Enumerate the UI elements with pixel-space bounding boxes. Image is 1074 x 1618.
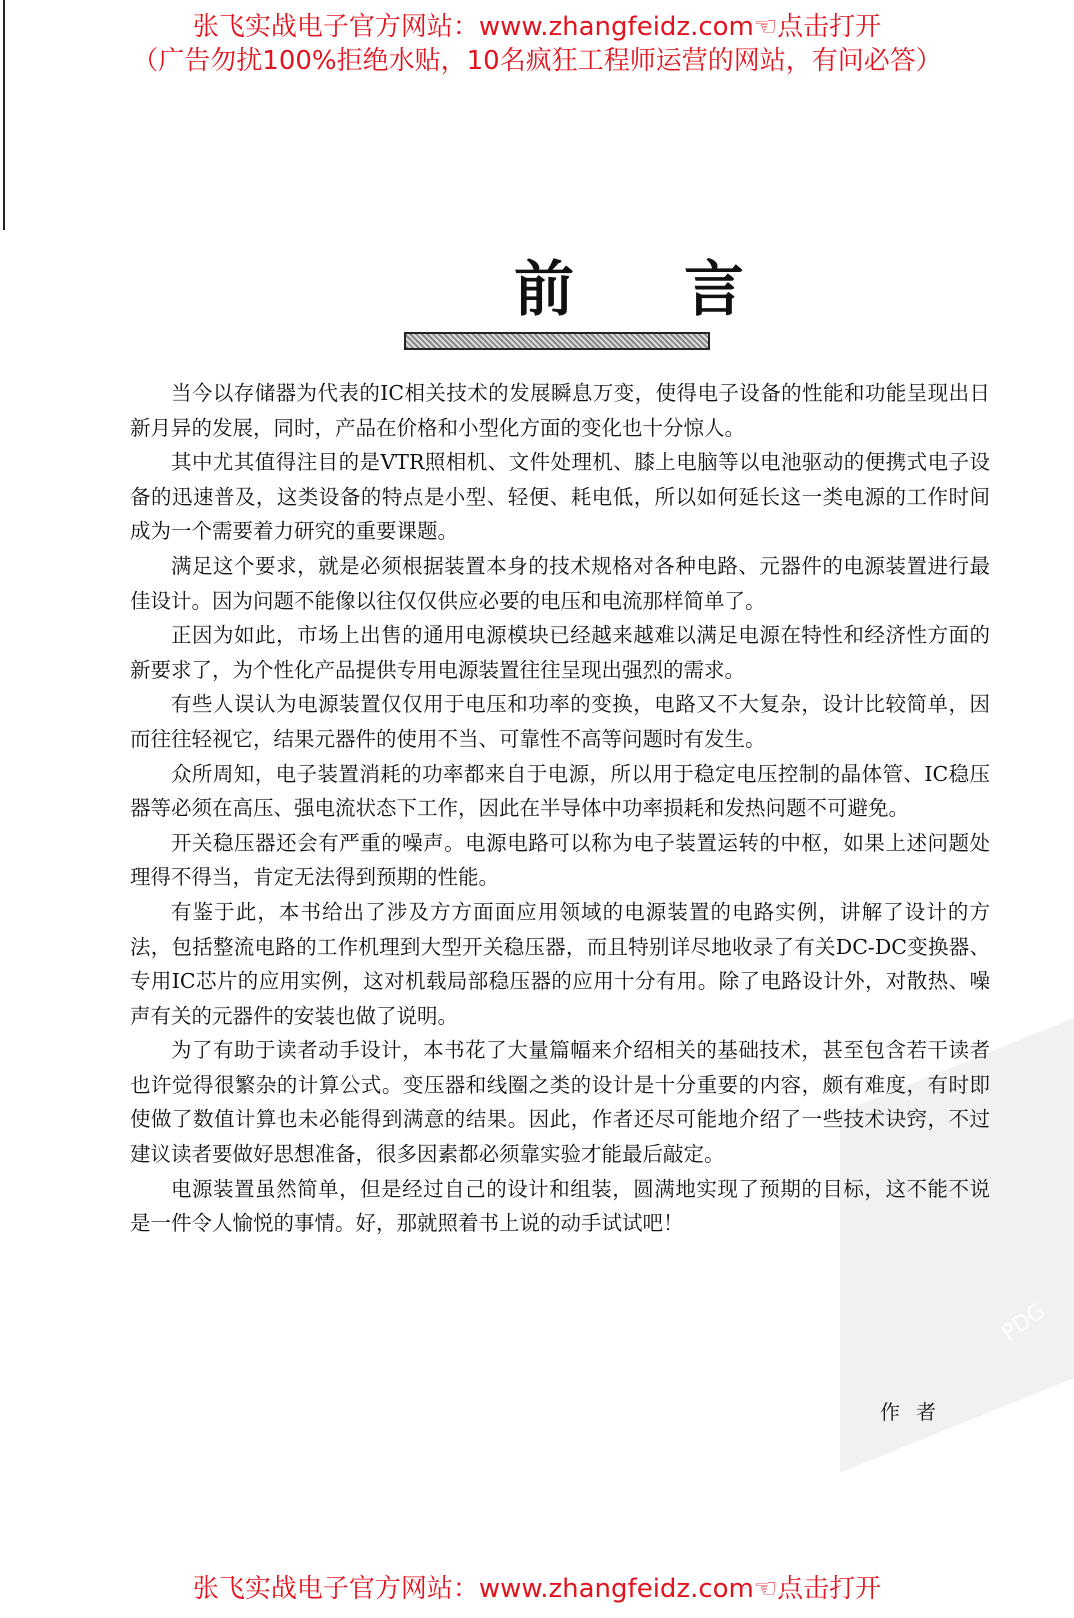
paragraph: 其中尤其值得注目的是VTR照相机、文件处理机、膝上电脑等以电池驱动的便携式电子设备的迅速普及，这类设备的特点是小型、轻便、耗电低，所以如何延长这一类电源的工作时间成为一个需要着力研究的重要课题。 (130, 450, 990, 544)
paragraph: 当今以存储器为代表的IC相关技术的发展瞬息万变，使得电子设备的性能和功能呈现出日新月异的发展，同时，产品在价格和小型化方面的变化也十分惊人。 (130, 381, 990, 440)
paragraph: 为了有助于读者动手设计，本书花了大量篇幅来介绍相关的基础技术，甚至包含若干读者也许觉得很繁杂的计算公式。变压器和线圈之类的设计是十分重要的内容，颇有难度，有时即使做了数值计算也未必能得到满意的结果。因此，作者还尽可能地介绍了一些技术诀窍，不过建议读者要做好思想准备，很多因素都必须靠实验才能最后敲定。 (130, 1038, 990, 1167)
paragraph: 开关稳压器还会有严重的噪声。电源电路可以称为电子装置运转的中枢，如果上述问题处理得不得当，肯定无法得到预期的性能。 (130, 830, 990, 890)
ad-line-1[interactable]: 张飞实战电子官方网站：www.zhangfeidz.com☜点击打开 (192, 12, 882, 42)
paragraph: 正因为如此，市场上出售的通用电源模块已经越来越难以满足电源在特性和经济性方面的新要求了，为个性化产品提供专用电源装置往往呈现出强烈的需求。 (130, 623, 990, 682)
preface-body (130, 376, 990, 1241)
paragraph: 电源装置虽然简单，但是经过自己的设计和组装，圆满地实现了预期的目标，这不能不说是一件令人愉悦的事情。好，那就照着书上说的动手试试吧！ (130, 1176, 990, 1236)
paragraph: 众所周知，电子装置消耗的功率都来自于电源，所以用于稳定电压控制的晶体管、IC稳压器等必须在高压、强电流状态下工作，因此在半导体中功率损耗和发热问题不可避免。 (130, 761, 990, 821)
title-underline-bar (404, 332, 710, 350)
ad-banner-top[interactable] (0, 10, 1074, 78)
ad-line-2: （广告勿扰100%拒绝水贴，10名疯狂工程师运营的网站，有问必答） (132, 46, 942, 76)
author-signature: 作者 (880, 1400, 952, 1424)
ad-banner-bottom[interactable]: 张飞实战电子官方网站：www.zhangfeidz.com☜点击打开 (192, 1574, 882, 1604)
paragraph: 满足这个要求，就是必须根据装置本身的技术规格对各种电路、元器件的电源装置进行最佳设计。因为问题不能像以往仅仅供应必要的电压和电流那样简单了。 (130, 553, 990, 613)
paragraph: 有些人误认为电源装置仅仅用于电压和功率的变换，电路又不大复杂，设计比较简单，因而往往轻视它，结果元器件的使用不当、可靠性不高等问题时有发生。 (130, 692, 990, 751)
paragraph: 有鉴于此，本书给出了涉及方方面面应用领域的电源装置的电路实例，讲解了设计的方法，包括整流电路的工作机理到大型开关稳压器，而且特别详尽地收录了有关DC-DC变换器、专用IC芯片的应用实例，这对机载局部稳压器的应用十分有用。除了电路设计外，对散热、噪声有关的元器件的安装也做了说明。 (130, 899, 990, 1028)
page-title: 前言 (514, 255, 854, 325)
watermark-text: PDG (997, 1298, 1051, 1347)
preface-heading (404, 254, 854, 350)
